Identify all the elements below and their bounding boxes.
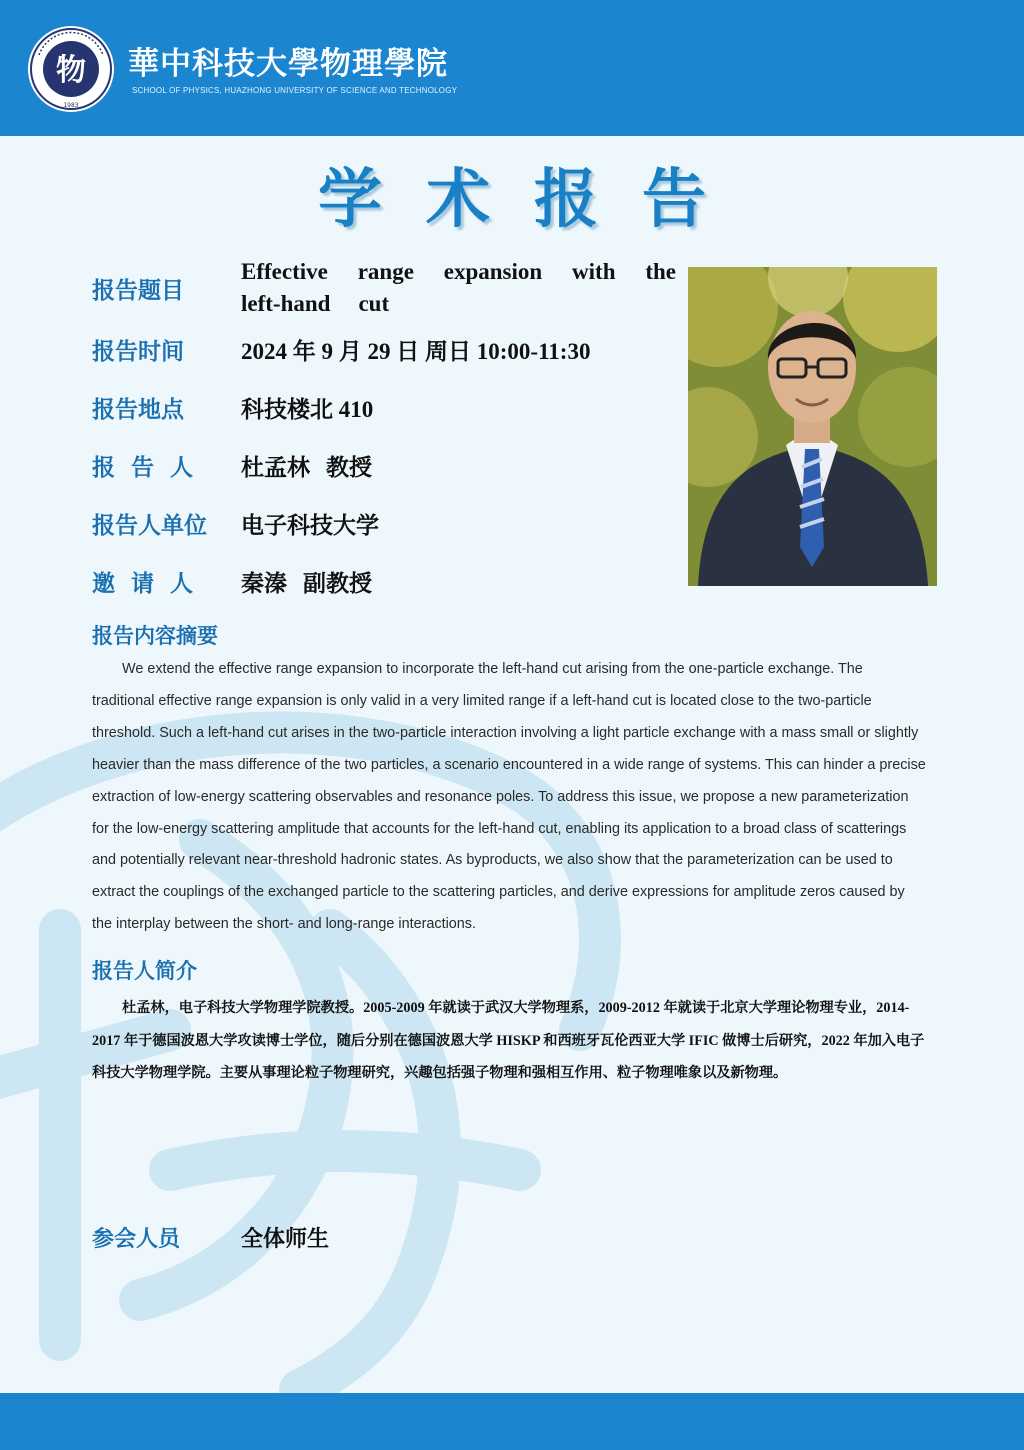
topic-value xyxy=(241,256,676,320)
bio-heading: 报告人简介 xyxy=(92,959,197,983)
speaker-value: 杜孟林 教授 xyxy=(241,455,373,481)
time-value: 2024 年 9 月 29 日 周日 10:00-11:30 xyxy=(241,339,591,364)
university-emblem xyxy=(27,25,115,113)
attendees-label: 参会人员 xyxy=(92,1227,181,1252)
topic-line-2 xyxy=(241,288,676,320)
host-value: 秦溱 副教授 xyxy=(241,571,373,597)
topic-word: left-hand xyxy=(241,291,331,316)
topic-word: the xyxy=(645,259,676,284)
school-name-chinese: 華中科技大學物理學院 xyxy=(128,46,448,82)
affiliation-label: 报告人单位 xyxy=(92,513,207,539)
place-value: 科技楼北 410 xyxy=(241,397,374,422)
topic-label: 报告题目 xyxy=(92,278,184,304)
header-banner xyxy=(0,0,1024,136)
abstract-text: We extend the effective range expansion to incorporate the left-hand cut arising from the one-particle exchange. The traditional effective range expansion is only valid in a very limited range if a left-hand cut is located close to the two-particle threshold. Such a left-hand cut arises in the two-particle interaction involving a light particle exchange with a mass small or slightly heavier than the mass difference of the two particles, a scenario encountered in a wide range of systems. This can hinder a precise extraction of low-energy scattering observables and resonance poles. To address this issue, we propose a new parameterization for the low-energy scattering amplitude that accounts for the left-hand cut, enabling its application to a broad class of scatterings and potentially relevant near-threshold hadronic states. As byproducts, we also show that the parameterization can be used to extract the couplings of the exchanged particle to the scattering particles, and derive expressions for amplitude zeros caused by the interplay between the short- and long-range interactions. xyxy=(92,661,926,933)
topic-word: range xyxy=(357,259,414,284)
topic-word: cut xyxy=(358,291,390,316)
host-label: 邀 请 人 xyxy=(92,571,194,597)
topic-word: expansion xyxy=(443,259,543,284)
footer-banner xyxy=(0,1393,1024,1450)
abstract-heading: 报告内容摘要 xyxy=(92,624,218,648)
topic-line-1 xyxy=(241,256,676,288)
speaker-label: 报 告 人 xyxy=(92,455,194,481)
emblem-glyph: 物 xyxy=(56,53,86,88)
bio-text: 杜孟林，电子科技大学物理学院教授。2005-2009 年就读于武汉大学物理系，2009-2012 年就读于北京大学理论物理专业，2014-2017 年于德国波恩大学攻读博士学位，随后分别在德国波恩大学 HISKP 和西班牙瓦伦西亚大学 IFIC 做博士后研究，2022 年加入电子科技大学物理学院。主要从事理论粒子物理研究，兴趣包括强子物理和强相互作用、粒子物理唯象以及新物理。 xyxy=(92,1000,925,1081)
poster-title: 学术报告 xyxy=(318,162,750,237)
school-name-english: SCHOOL OF PHYSICS, HUAZHONG UNIVERSITY OF SCIENCE AND TECHNOLOGY xyxy=(132,86,458,95)
attendees-value: 全体师生 xyxy=(241,1227,330,1252)
emblem-year: 1983 xyxy=(63,102,79,109)
speaker-photo xyxy=(688,267,937,586)
place-label: 报告地点 xyxy=(92,397,184,423)
topic-word: Effective xyxy=(241,259,328,284)
time-label: 报告时间 xyxy=(92,339,184,365)
speaker-portrait-illustration xyxy=(688,267,937,586)
topic-word: with xyxy=(572,259,616,284)
affiliation-value: 电子科技大学 xyxy=(241,513,379,539)
